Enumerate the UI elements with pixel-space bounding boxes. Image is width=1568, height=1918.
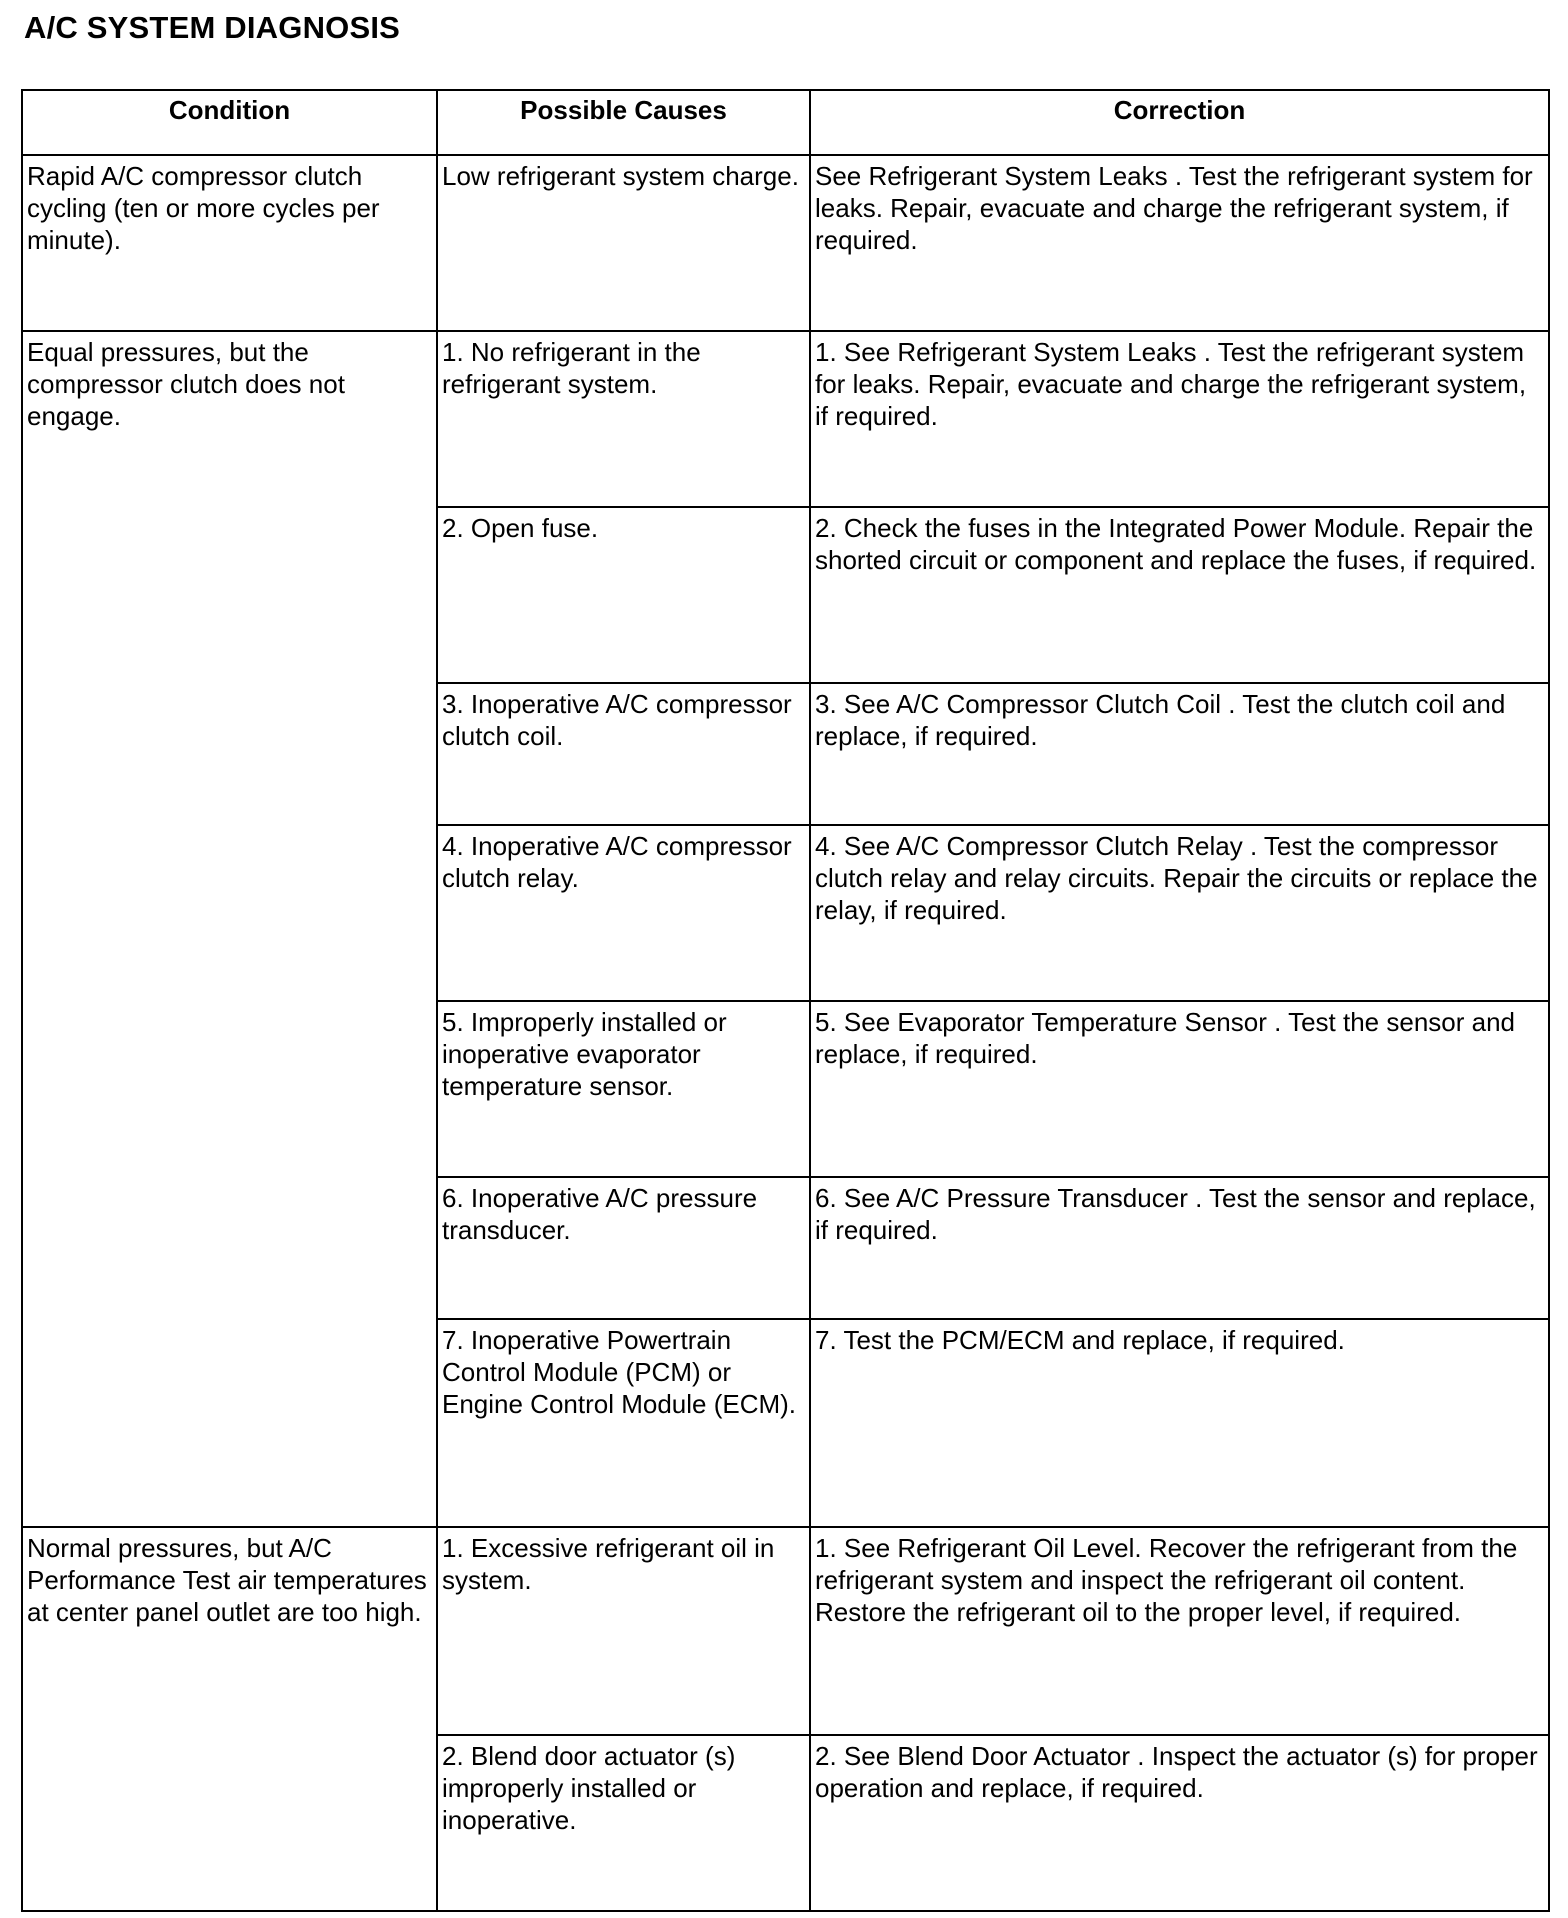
correction-cell: 5. See Evaporator Temperature Sensor . Test the sensor and replace, if required. bbox=[810, 1001, 1549, 1177]
diagnosis-table bbox=[21, 89, 1550, 1912]
correction-cell: 6. See A/C Pressure Transducer . Test the sensor and replace, if required. bbox=[810, 1177, 1549, 1319]
cause-cell: 1. Excessive refrigerant oil in system. bbox=[437, 1527, 810, 1735]
correction-cell: 1. See Refrigerant System Leaks . Test the refrigerant system for leaks. Repair, evacuate and charge the refrigerant system, if required. bbox=[810, 331, 1549, 507]
correction-cell: 2. See Blend Door Actuator . Inspect the actuator (s) for proper operation and replace, if required. bbox=[810, 1735, 1549, 1911]
condition-cell: Equal pressures, but the compressor clutch does not engage. bbox=[22, 331, 437, 1527]
correction-cell: See Refrigerant System Leaks . Test the refrigerant system for leaks. Repair, evacuate and charge the refrigerant system, if required. bbox=[810, 155, 1549, 331]
condition-cell: Rapid A/C compressor clutch cycling (ten or more cycles per minute). bbox=[22, 155, 437, 331]
table-row bbox=[22, 155, 1549, 331]
header-correction: Correction bbox=[810, 90, 1549, 155]
table-row bbox=[22, 1527, 1549, 1735]
cause-cell: 3. Inoperative A/C compressor clutch coil. bbox=[437, 683, 810, 825]
correction-cell: 2. Check the fuses in the Integrated Power Module. Repair the shorted circuit or component and replace the fuses, if required. bbox=[810, 507, 1549, 683]
table-header-row bbox=[22, 90, 1549, 155]
table-row bbox=[22, 331, 1549, 507]
cause-cell: 7. Inoperative Powertrain Control Module (PCM) or Engine Control Module (ECM). bbox=[437, 1319, 810, 1527]
cause-cell: 6. Inoperative A/C pressure transducer. bbox=[437, 1177, 810, 1319]
cause-cell: 1. No refrigerant in the refrigerant system. bbox=[437, 331, 810, 507]
cause-cell: 5. Improperly installed or inoperative evaporator temperature sensor. bbox=[437, 1001, 810, 1177]
cause-cell: 4. Inoperative A/C compressor clutch relay. bbox=[437, 825, 810, 1001]
header-condition: Condition bbox=[22, 90, 437, 155]
cause-cell: Low refrigerant system charge. bbox=[437, 155, 810, 331]
condition-cell: Normal pressures, but A/C Performance Test air temperatures at center panel outlet are too high. bbox=[22, 1527, 437, 1911]
correction-cell: 1. See Refrigerant Oil Level. Recover the refrigerant from the refrigerant system and inspect the refrigerant oil content. Restore the refrigerant oil to the proper level, if required. bbox=[810, 1527, 1549, 1735]
header-possible-causes: Possible Causes bbox=[437, 90, 810, 155]
cause-cell: 2. Open fuse. bbox=[437, 507, 810, 683]
cause-cell: 2. Blend door actuator (s) improperly installed or inoperative. bbox=[437, 1735, 810, 1911]
correction-cell: 3. See A/C Compressor Clutch Coil . Test the clutch coil and replace, if required. bbox=[810, 683, 1549, 825]
correction-cell: 4. See A/C Compressor Clutch Relay . Test the compressor clutch relay and relay circuits. Repair the circuits or replace the relay, if required. bbox=[810, 825, 1549, 1001]
correction-cell: 7. Test the PCM/ECM and replace, if required. bbox=[810, 1319, 1549, 1527]
page-title: A/C SYSTEM DIAGNOSIS bbox=[24, 10, 401, 45]
